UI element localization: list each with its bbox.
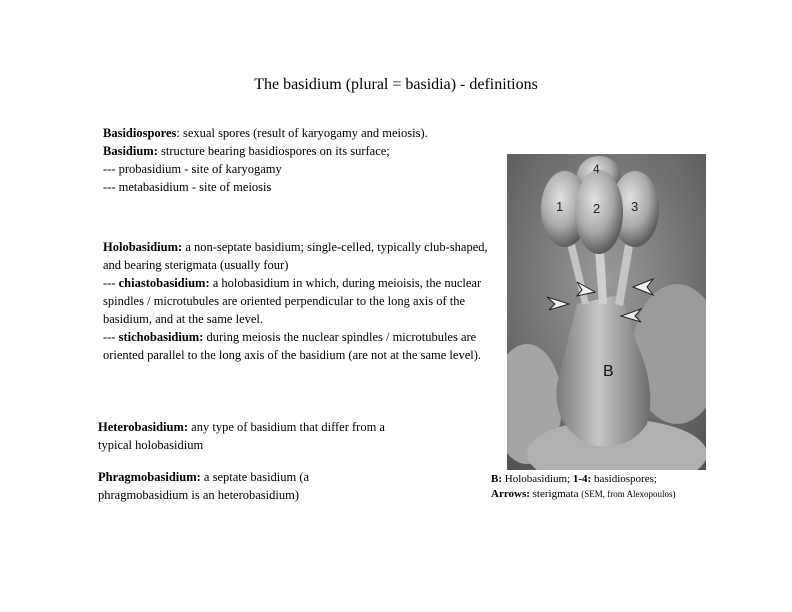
text-chiastobasidium: a holobasidium in which, during meioisis, the nuclear spindles / microtubules are oriented perpendicular to the long axis of the basidium, and at the same level. <box>103 276 482 326</box>
term-holobasidium: Holobasidium: <box>103 240 183 254</box>
caption-line-1 <box>491 472 751 487</box>
term-chiastobasidium: chiastobasidium: <box>118 276 210 290</box>
page-title: The basidium (plural = basidia) - definitions <box>254 76 538 93</box>
caption-term-spores: 1-4: <box>572 473 592 485</box>
definition-holobasidium <box>103 238 493 274</box>
sem-micrograph-holobasidium <box>507 154 706 470</box>
definition-basidium <box>103 142 493 160</box>
spore-label-4: 4 <box>593 162 600 176</box>
caption-line-2 <box>491 487 751 502</box>
spore-label-2: 2 <box>593 201 601 216</box>
caption-text-spores: basidiospores; <box>591 473 657 485</box>
definition-phragmobasidium <box>98 468 398 504</box>
text-holobasidium: a non-septate basidium; single-celled, typically club-shaped, and bearing sterigmata (usually four) <box>103 240 488 272</box>
micrograph-illustration <box>507 154 706 470</box>
definition-probasidium: --- probasidium - site of karyogamy <box>103 162 282 176</box>
definitions-phragmobasidium-block <box>98 468 398 504</box>
term-stichobasidium: stichobasidium: <box>118 330 204 344</box>
dash-prefix: --- <box>103 330 119 344</box>
definitions-heterobasidium-block <box>98 418 398 454</box>
text-stichobasidium: during meiosis the nuclear spindles / microtubules are oriented parallel to the long axis of the basidium (are not at the same level). <box>103 330 481 362</box>
definition-chiastobasidium <box>103 274 493 328</box>
term-heterobasidium: Heterobasidium: <box>98 420 189 434</box>
definition-stichobasidium <box>103 328 493 364</box>
figure-caption <box>491 472 751 502</box>
term-phragmobasidium: Phragmobasidium: <box>98 470 201 484</box>
caption-term-arrows: Arrows: <box>491 488 530 500</box>
definition-heterobasidium <box>98 418 398 454</box>
text-phragmobasidium: a septate basidium (a phragmobasidium is an heterobasidium) <box>98 470 310 502</box>
caption-text-b: Holobasidium; <box>502 473 573 485</box>
term-basidium: Basidium: <box>103 144 158 158</box>
definitions-holobasidium-block <box>103 238 493 364</box>
definition-metabasidium: --- metabasidium - site of meiosis <box>103 180 272 194</box>
text-heterobasidium: any type of basidium that differ from a typical holobasidium <box>98 420 385 452</box>
caption-source: (SEM, from Alexopoulos) <box>581 489 676 499</box>
caption-term-b: B: <box>491 473 502 485</box>
spore-label-3: 3 <box>631 199 639 214</box>
definitions-basidiospores-block <box>103 124 493 196</box>
text-basidium: structure bearing basidiospores on its surface; <box>157 144 390 158</box>
definition-basidiospores <box>103 124 493 142</box>
caption-text-arrows: sterigmata <box>529 488 582 500</box>
text-basidiospores: : sexual spores (result of karyogamy and meiosis). <box>176 126 428 140</box>
dash-prefix: --- <box>103 276 119 290</box>
basidium-label: B <box>603 363 614 380</box>
spore-label-1: 1 <box>556 199 564 214</box>
term-basidiospores: Basidiospores <box>103 126 177 140</box>
